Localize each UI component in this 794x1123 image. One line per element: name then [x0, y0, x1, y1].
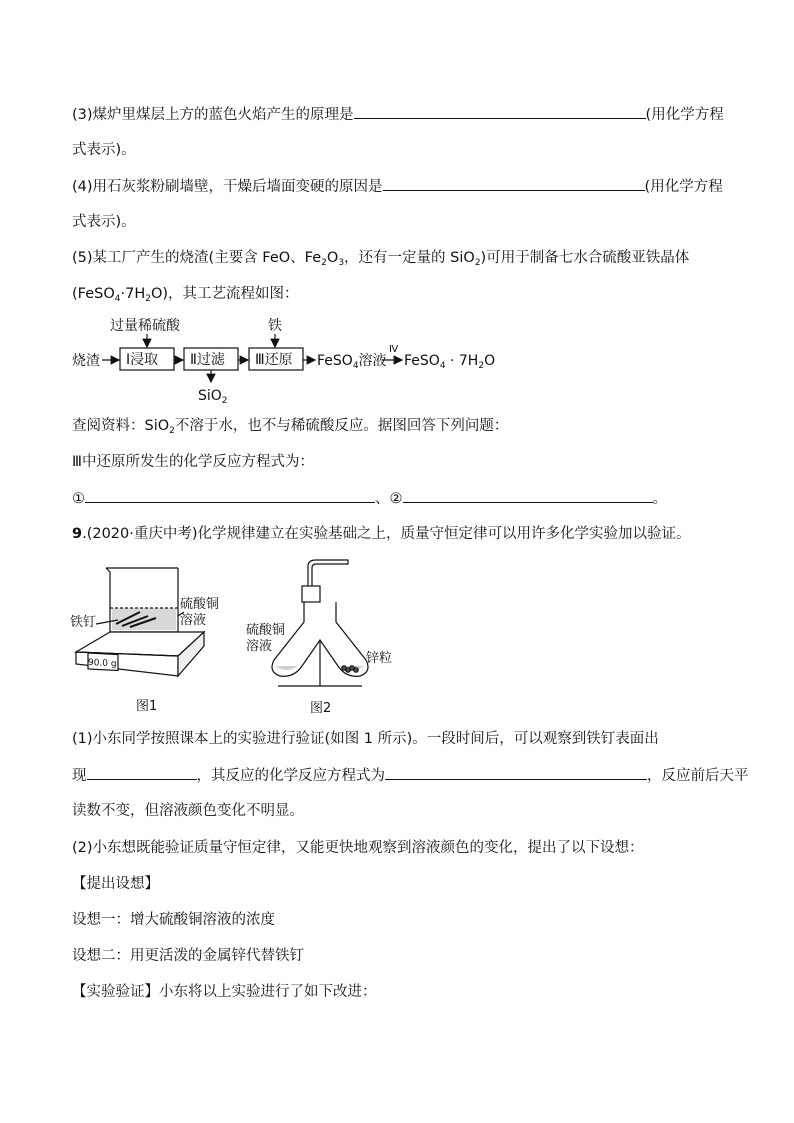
- question-4-line1: (4)用石灰浆粉刷墙壁，干燥后墙面变硬的原因是 (用化学方程: [72, 176, 723, 197]
- answer-blank-eq1[interactable]: [85, 488, 375, 503]
- question-9-title: 9.(2020·重庆中考)化学规律建立在实验基础之上，质量守恒定律可以用许多化学实验加以验证。: [72, 526, 691, 542]
- process-flow-diagram: [72, 314, 512, 406]
- verification-line: 【实验验证】小东将以上实验进行了如下改进：: [72, 984, 377, 1000]
- fig1-scale-reading: 90.0 g: [88, 657, 117, 670]
- flow-byproduct-label: SiO$_2$: [198, 388, 228, 406]
- question-5-line1: (5)某工厂产生的烧渣(主要含 FeO、$Fe_2O_3$，还有一定量的 SiO$_2$)可用于制备七水合硫酸亚铁晶体: [72, 250, 690, 268]
- fig2-solution-label-1: 硫酸铜: [246, 623, 286, 638]
- hypothesis-1: 设想一：增大硫酸铜溶液的浓度: [72, 912, 275, 928]
- question-9-1-line2: 现 ，其反应的化学反应方程式为 ，反应前后天平: [72, 765, 749, 786]
- hypothesis-header: 【提出设想】: [72, 876, 159, 892]
- flow-final-label: FeSO$_4$ · $7H_2O$: [404, 353, 496, 371]
- question-5-line2: $(FeSO_4\cdot 7H_2O)$，其工艺流程如图：: [72, 286, 299, 304]
- answer-blank-q3[interactable]: [354, 104, 646, 119]
- flow-step-4-label: Ⅳ: [389, 344, 399, 355]
- figure-1-balance-beaker: [70, 560, 220, 720]
- answer-blank-equation[interactable]: [385, 765, 647, 780]
- answer-line-equations: ① 、② 。: [72, 488, 667, 509]
- fig1-nail-label: 铁钉: [70, 615, 97, 630]
- answer-blank-q4[interactable]: [383, 176, 645, 191]
- answer-blank-observation[interactable]: [87, 765, 197, 780]
- answer-blank-eq2[interactable]: [403, 488, 653, 503]
- fig2-zinc-label: 锌粒: [366, 651, 393, 666]
- question-3-line1: (3)煤炉里煤层上方的蓝色火焰产生的原理是 (用化学方程: [72, 104, 724, 125]
- info-line: 查阅资料：SiO$_2$不溶于水，也不与稀硫酸反应。据图回答下列问题：: [72, 418, 509, 436]
- flow-reagent-3-label: 铁: [268, 318, 282, 334]
- fig2-caption: 图2: [310, 701, 332, 716]
- reduce-question: Ⅲ中还原所发生的化学反应方程式为：: [72, 454, 314, 470]
- question-9-2: (2)小东想既能验证质量守恒定律，又能更快地观察到溶液颜色的变化，提出了以下设想：: [72, 840, 644, 856]
- fig1-solution-label-2: 溶液: [180, 613, 207, 628]
- hypothesis-2: 设想二：用更活泼的金属锌代替铁钉: [72, 948, 304, 964]
- question-4-line2: 式表示)。: [72, 214, 136, 230]
- figure-2-y-tube: [240, 556, 410, 720]
- flow-product-label: FeSO$_4$溶液: [317, 353, 387, 371]
- flow-step-2-label: Ⅱ过滤: [190, 352, 225, 368]
- fig1-caption: 图1: [136, 699, 158, 714]
- fig1-solution-label-1: 硫酸铜: [180, 597, 220, 612]
- question-9-1-line3: 读数不变，但溶液颜色变化不明显。: [72, 803, 304, 819]
- flow-step-3-label: Ⅲ还原: [255, 352, 293, 368]
- flow-start-label: 烧渣: [72, 353, 100, 369]
- question-3-line2: 式表示)。: [72, 142, 136, 158]
- question-9-1-line1: (1)小东同学按照课本上的实验进行验证(如图 1 所示)。一段时间后，可以观察到铁钉表面出: [72, 731, 659, 747]
- fig2-solution-label-2: 溶液: [246, 639, 273, 654]
- flow-step-1-label: Ⅰ浸取: [126, 352, 159, 368]
- flow-reagent-1-label: 过量稀硫酸: [110, 318, 180, 334]
